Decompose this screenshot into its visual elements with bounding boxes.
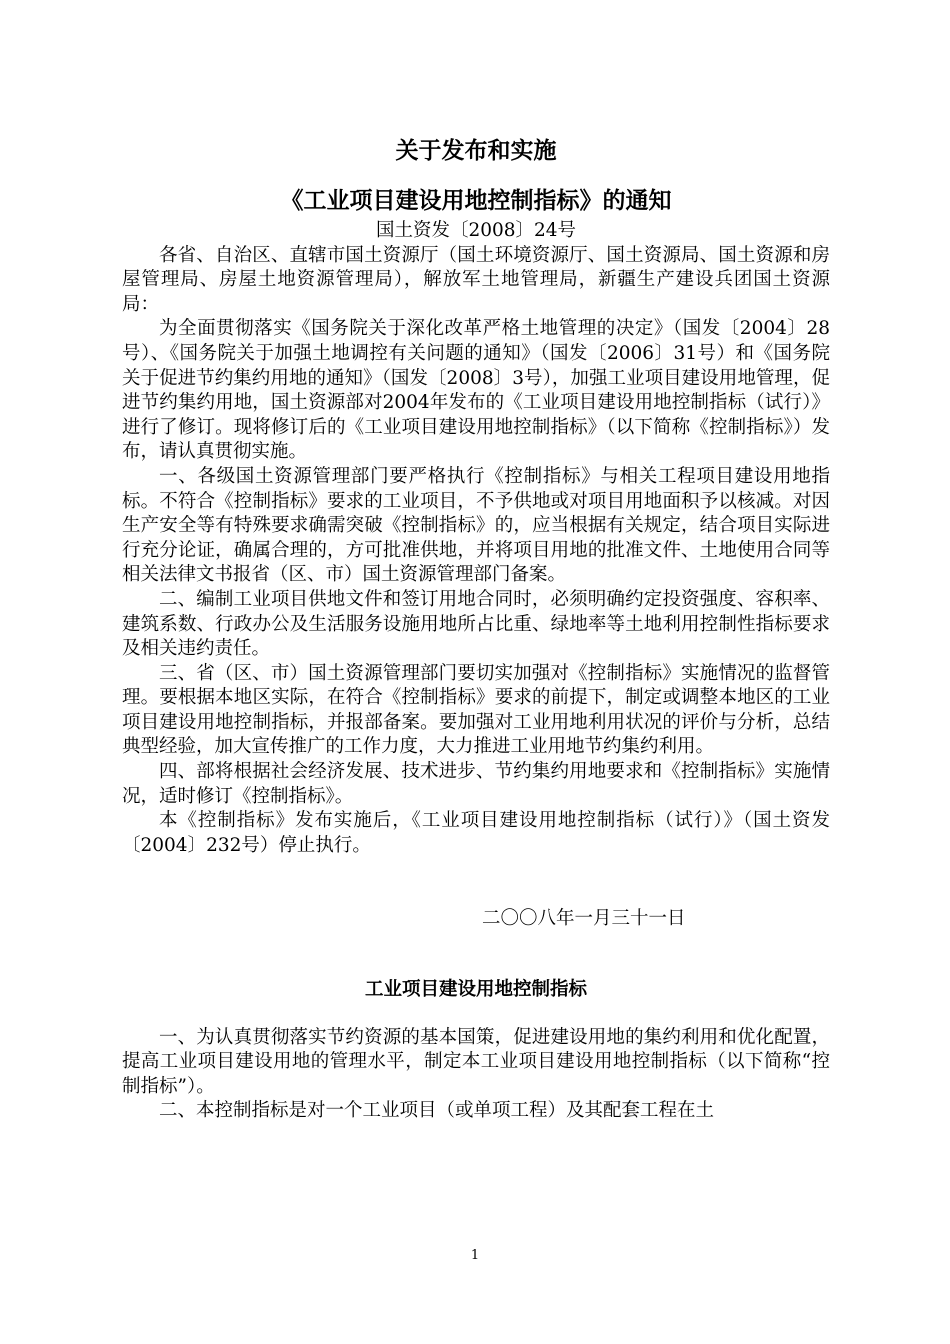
sub-paragraph-1: 一、为认真贯彻落实节约资源的基本国策，促进建设用地的集约利用和优化配置，提高工业项目建设用地的管理水平，制定本工业项目建设用地控制指标（以下简称“控制指标”）。: [122, 1026, 830, 1097]
paragraph-intro: 为全面贯彻落实《国务院关于深化改革严格土地管理的决定》（国发〔2004〕28号）、《国务院关于加强土地调控有关问题的通知》（国发〔2006〕31号）和《国务院关于促进节约集约用地的通知》（国发〔2008〕3号），加强工业项目建设用地管理，促进节约集约用地，国土资源部对2004年发布的《工业项目建设用地控制指标（试行）》进行了修订。现将修订后的《工业项目建设用地控制指标》（以下简称《控制指标》）发布，请认真贯彻实施。: [122, 318, 830, 463]
title-line-1: 关于发布和实施: [395, 138, 557, 164]
paragraph-item-3: 三、省（区、市）国土资源管理部门要切实加强对《控制指标》实施情况的监督管理。要根据本地区实际，在符合《控制指标》要求的前提下，制定或调整本地区的工业项目建设用地控制指标，并报部备案。要加强对工业用地利用状况的评价与分析，总结典型经验，加大宣传推广的工作力度，大力推进工业用地节约集约利用。: [122, 662, 830, 758]
paragraph-item-1: 一、各级国土资源管理部门要严格执行《控制指标》与相关工程项目建设用地指标。不符合《控制指标》要求的工业项目，不予供地或对项目用地面积予以核减。对因生产安全等有特殊要求确需突破《控制指标》的，应当根据有关规定，结合项目实际进行充分论证，确属合理的，方可批准供地，并将项目用地的批准文件、土地使用合同等相关法律文书报省（区、市）国土资源管理部门备案。: [122, 465, 830, 586]
page-number: 1: [470, 1248, 480, 1263]
paragraph-closing: 本《控制指标》发布实施后，《工业项目建设用地控制指标（试行）》（国土资发〔2004〕232号）停止执行。: [122, 810, 830, 856]
document-number: 国土资发〔2008〕24号: [375, 220, 577, 241]
document-body: [122, 134, 830, 1124]
paragraph-addressees: 各省、自治区、直辖市国土资源厅（国土环境资源厅、国土资源局、国土资源和房屋管理局、房屋土地资源管理局），解放军土地管理局，新疆生产建设兵团国土资源局：: [122, 244, 830, 315]
sub-paragraph-2: 二、本控制指标是对一个工业项目（或单项工程）及其配套工程在土: [159, 1100, 715, 1122]
section-subtitle: 工业项目建设用地控制指标: [364, 979, 587, 1001]
paragraph-item-2: 二、编制工业项目供地文件和签订用地合同时，必须明确约定投资强度、容积率、建筑系数、行政办公及生活服务设施用地所占比重、绿地率等土地利用控制性指标要求及相关违约责任。: [122, 588, 830, 660]
document-date: 二〇〇八年一月三十一日: [482, 908, 686, 930]
paragraph-item-4: 四、部将根据社会经济发展、技术进步、节约集约用地要求和《控制指标》实施情况，适时修订《控制指标》。: [122, 761, 830, 807]
title-line-2: 《工业项目建设用地控制指标》的通知: [280, 188, 672, 214]
